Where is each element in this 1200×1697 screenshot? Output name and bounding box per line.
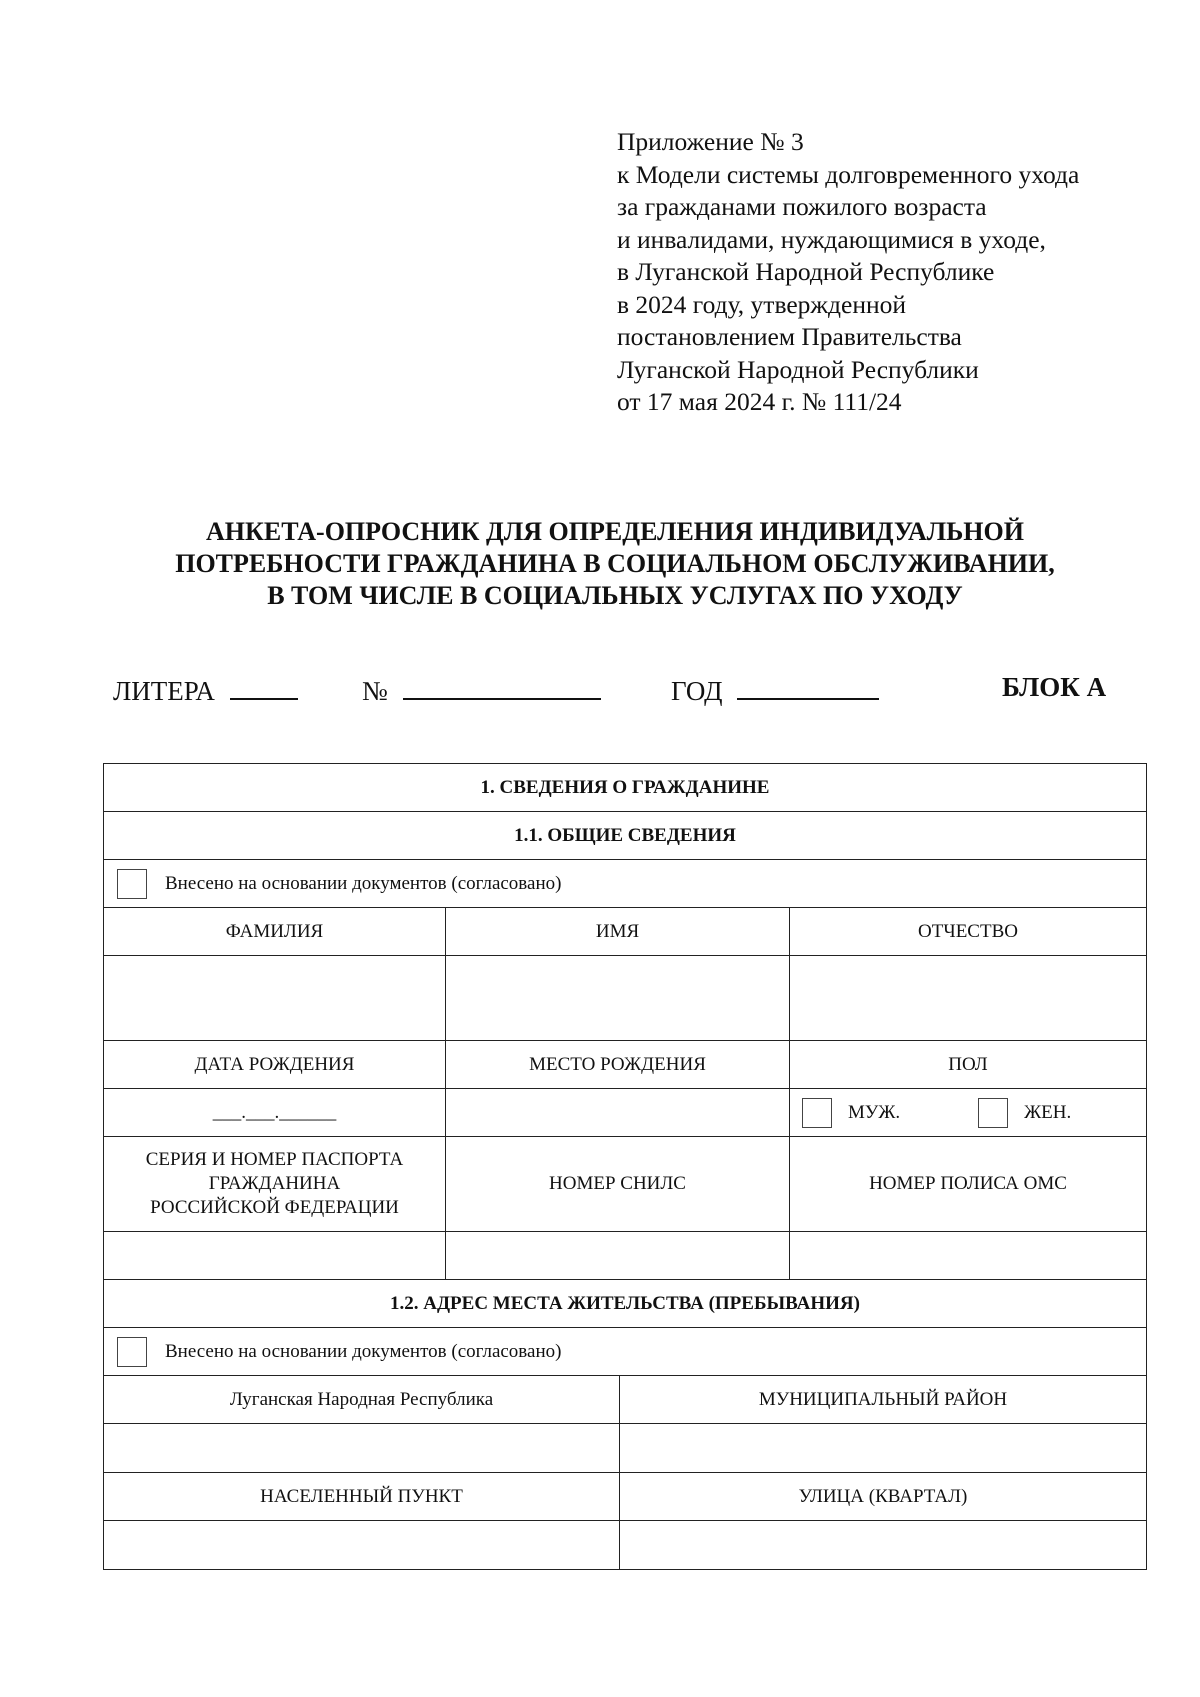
- form-headline: [0, 672, 1200, 712]
- documents-labels-row: [104, 1137, 1146, 1232]
- birth-fields-row: [104, 1089, 1146, 1137]
- section-header-row: [104, 764, 1146, 812]
- passport-label-line: РОССИЙСКОЙ ФЕДЕРАЦИИ: [150, 1197, 399, 1218]
- sex-male-label: МУЖ.: [848, 1101, 901, 1123]
- citizen-info-form: [103, 763, 1147, 1570]
- name-label: ИМЯ: [446, 908, 790, 955]
- district-field[interactable]: [620, 1424, 1146, 1472]
- section-1-1-title: 1.1. ОБЩИЕ СВЕДЕНИЯ: [514, 824, 736, 846]
- litera-field[interactable]: [230, 672, 298, 700]
- document-title: [100, 516, 1130, 612]
- passport-label: [104, 1137, 446, 1231]
- surname-label: ФАМИЛИЯ: [104, 908, 446, 955]
- republic-label: Луганская Народная Республика: [104, 1376, 620, 1423]
- documents-fields-row: [104, 1232, 1146, 1280]
- section-header-row: [104, 1280, 1146, 1328]
- section-1-title: 1. СВЕДЕНИЯ О ГРАЖДАНИНЕ: [480, 776, 770, 798]
- birthplace-label: МЕСТО РОЖДЕНИЯ: [446, 1041, 790, 1088]
- oms-field[interactable]: [790, 1232, 1146, 1279]
- appendix-line: в Луганской Народной Республике: [617, 257, 995, 286]
- settlement-fields-row: [104, 1521, 1146, 1569]
- documents-checkbox-row: [104, 860, 1146, 908]
- sex-female-label: ЖЕН.: [1024, 1101, 1072, 1123]
- patronymic-label: ОТЧЕСТВО: [918, 920, 1018, 942]
- block-label: БЛОК А: [1002, 672, 1107, 702]
- birthdate-field[interactable]: [104, 1089, 446, 1136]
- birthdate-placeholder: ___.___.______: [212, 1101, 337, 1123]
- sex-male-checkbox[interactable]: [802, 1098, 832, 1128]
- name-fields-row: [104, 956, 1146, 1041]
- sex-options: [790, 1089, 1146, 1136]
- title-line: В ТОМ ЧИСЛЕ В СОЦИАЛЬНЫХ УСЛУГАХ ПО УХОДУ: [267, 581, 963, 610]
- appendix-line: Приложение № 3: [617, 127, 804, 156]
- birthplace-field[interactable]: [446, 1089, 790, 1136]
- sex-female-checkbox[interactable]: [978, 1098, 1008, 1128]
- sex-label: ПОЛ: [948, 1053, 988, 1075]
- litera-group: [113, 672, 298, 707]
- name-labels-row: [104, 908, 1146, 956]
- title-line: ПОТРЕБНОСТИ ГРАЖДАНИНА В СОЦИАЛЬНОМ ОБСЛУЖИВАНИИ,: [175, 549, 1055, 578]
- appendix-line: от 17 мая 2024 г. № 111/24: [617, 387, 902, 416]
- passport-field[interactable]: [104, 1232, 446, 1279]
- oms-label: НОМЕР ПОЛИСА ОМС: [869, 1173, 1067, 1194]
- appendix-line: к Модели системы долговременного ухода: [617, 159, 1080, 189]
- number-group: [362, 672, 601, 707]
- number-field[interactable]: [403, 672, 601, 700]
- litera-label: ЛИТЕРА: [113, 676, 215, 706]
- section-header-row: [104, 812, 1146, 860]
- district-label: МУНИЦИПАЛЬНЫЙ РАЙОН: [758, 1388, 1008, 1410]
- address-documents-checkbox[interactable]: [117, 1337, 147, 1367]
- year-label: ГОД: [671, 676, 723, 706]
- address-documents-checkbox-label: Внесено на основании документов (согласовано): [165, 1340, 562, 1362]
- section-1-2-title: 1.2. АДРЕС МЕСТА ЖИТЕЛЬСТВА (ПРЕБЫВАНИЯ): [390, 1292, 860, 1314]
- surname-field[interactable]: [104, 956, 446, 1040]
- street-field[interactable]: [620, 1521, 1146, 1569]
- title-line: АНКЕТА-ОПРОСНИК ДЛЯ ОПРЕДЕЛЕНИЯ ИНДИВИДУАЛЬНОЙ: [206, 517, 1024, 546]
- region-labels-row: [104, 1376, 1146, 1424]
- number-label: №: [362, 676, 388, 706]
- appendix-line: за гражданами пожилого возраста: [617, 192, 987, 221]
- settlement-labels-row: [104, 1473, 1146, 1521]
- region-fields-row: [104, 1424, 1146, 1473]
- appendix-line: в 2024 году, утвержденной: [617, 289, 907, 319]
- name-field[interactable]: [446, 956, 790, 1040]
- appendix-line: и инвалидами, нуждающимися в уходе,: [617, 224, 1046, 254]
- appendix-line: постановлением Правительства: [617, 322, 962, 351]
- republic-field[interactable]: [104, 1424, 620, 1472]
- settlement-field[interactable]: [104, 1521, 620, 1569]
- year-field[interactable]: [737, 672, 879, 700]
- snils-label: НОМЕР СНИЛС: [446, 1137, 790, 1231]
- patronymic-field[interactable]: [790, 956, 1146, 1040]
- passport-label-line: ГРАЖДАНИНА: [208, 1173, 341, 1194]
- address-documents-checkbox-row: [104, 1328, 1146, 1376]
- passport-label-line: СЕРИЯ И НОМЕР ПАСПОРТА: [145, 1149, 404, 1170]
- street-label: УЛИЦА (КВАРТАЛ): [798, 1485, 968, 1507]
- documents-checkbox[interactable]: [117, 869, 147, 899]
- birth-labels-row: [104, 1041, 1146, 1089]
- settlement-label: НАСЕЛЕННЫЙ ПУНКТ: [104, 1473, 620, 1520]
- appendix-note: [617, 126, 1079, 419]
- appendix-line: Луганской Народной Республики: [617, 354, 979, 384]
- documents-checkbox-label: Внесено на основании документов (согласовано): [165, 872, 562, 894]
- year-group: [671, 672, 879, 707]
- snils-field[interactable]: [446, 1232, 790, 1279]
- birthdate-label: ДАТА РОЖДЕНИЯ: [104, 1041, 446, 1088]
